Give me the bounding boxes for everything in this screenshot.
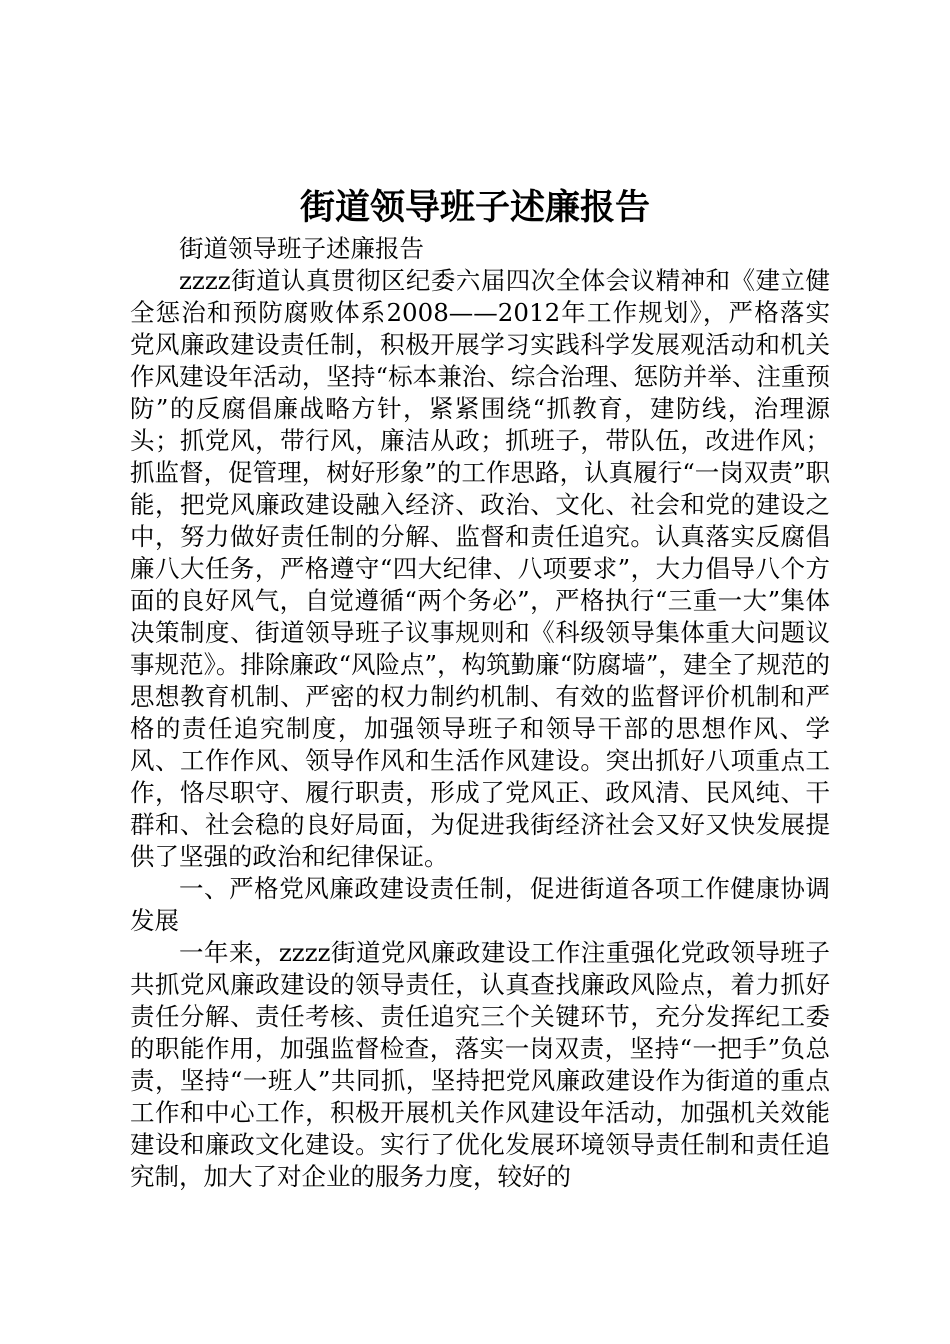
- section-heading-1: 一、严格党风廉政建设责任制，促进街道各项工作健康协调发展: [130, 874, 830, 935]
- body-paragraph-subtitle: 街道领导班子述廉报告: [179, 234, 424, 263]
- document-body: [130, 233, 830, 1193]
- document-title: 街道领导班子述廉报告: [299, 188, 650, 228]
- body-paragraph-section-1: 一年来，zzzz街道党风廉政建设工作注重强化党政领导班子共抓党风廉政建设的领导责任，认真查找廉政风险点，着力抓好责任分解、责任考核、责任追究三个关键环节，充分发挥纪工委的职能作用，加强监督检查，落实一岗双责，坚持“一把手”负总责，坚持“一班人”共同抓，坚持把党风廉政建设作为街道的重点工作和中心工作，积极开展机关作风建设年活动，加强机关效能建设和廉政文化建设。实行了优化发展环境领导责任制和责任追究制，加大了对企业的服务力度，较好的: [130, 938, 830, 1191]
- body-paragraph-intro: zzzz街道认真贯彻区纪委六届四次全体会议精神和《建立健全惩治和预防腐败体系2008——2012年工作规划》，严格落实党风廉政建设责任制，积极开展学习实践科学发展观活动和机关作风建设年活动，坚持“标本兼治、综合治理、惩防并举、注重预防”的反腐倡廉战略方针，紧紧围绕“抓教育，建防线，治理源头；抓党风，带行风，廉洁从政；抓班子，带队伍，改进作风；抓监督，促管理，树好形象”的工作思路，认真履行“一岗双责”职能，把党风廉政建设融入经济、政治、文化、社会和党的建设之中，努力做好责任制的分解、监督和责任追究。认真落实反腐倡廉八大任务，严格遵守“四大纪律、八项要求”，大力倡导八个方面的良好风气，自觉遵循“两个务必”，严格执行“三重一大”集体决策制度、街道领导班子议事规则和《科级领导集体重大问题议事规范》。排除廉政“风险点”，构筑勤廉“防腐墙”，建全了规范的思想教育机制、严密的权力制约机制、有效的监督评价机制和严格的责任追究制度，加强领导班子和领导干部的思想作风、学风、工作作风、领导作风和生活作风建设。突出抓好八项重点工作，恪尽职守、履行职责，形成了党风正、政风清、民风纯、干群和、社会稳的良好局面，为促进我街经济社会又好又快发展提供了坚强的政治和纪律保证。: [130, 266, 830, 871]
